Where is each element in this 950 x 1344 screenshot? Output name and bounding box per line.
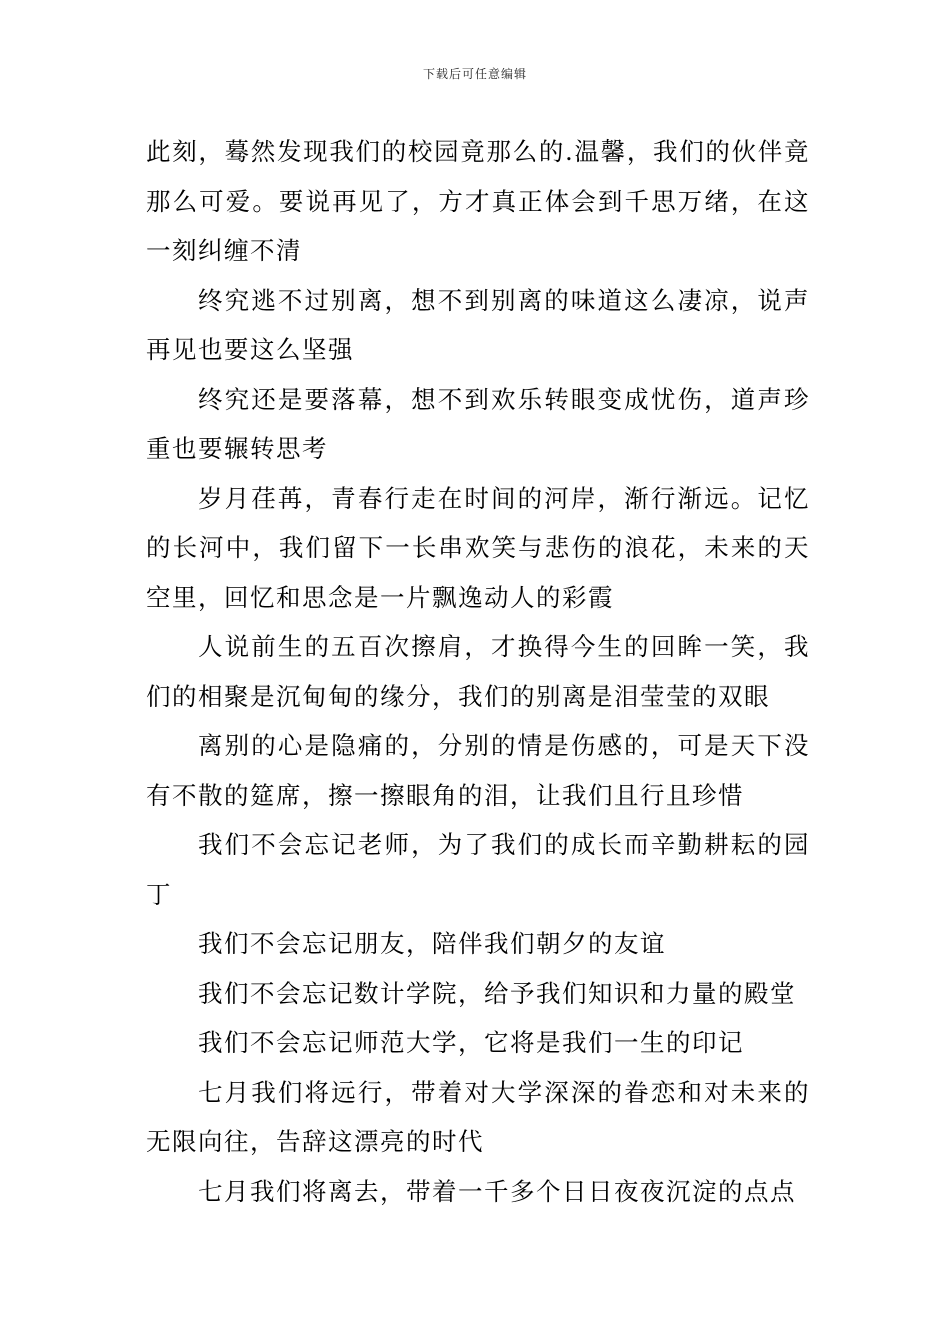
page-header: 下载后可任意编辑: [422, 67, 527, 81]
paragraph: 七月我们将远行，带着对大学深深的眷恋和对未来的无限向往，告辞这漂亮的时代: [146, 1077, 810, 1156]
paragraph: 岁月荏苒，青春行走在时间的河岸，渐行渐远。记忆的长河中，我们留下一长串欢笑与悲伤的浪花，未来的天空里，回忆和思念是一片飘逸动人的彩霞: [146, 483, 810, 612]
document-body: [146, 127, 810, 1216]
paragraph: 人说前生的五百次擦肩，才换得今生的回眸一笑，我们的相聚是沉甸甸的缘分，我们的别离是泪莹莹的双眼: [146, 632, 810, 711]
paragraph: 七月我们将离去，带着一千多个日日夜夜沉淀的点点: [198, 1176, 796, 1206]
paragraph: 终究逃不过别离，想不到别离的味道这么凄凉，说声再见也要这么坚强: [146, 285, 810, 364]
paragraph: 终究还是要落幕，想不到欢乐转眼变成忧伤，道声珍重也要辗转思考: [146, 384, 810, 463]
paragraph: 离别的心是隐痛的，分别的情是伤感的，可是天下没有不散的筵席，擦一擦眼角的泪，让我们且行且珍惜: [146, 731, 810, 810]
paragraph: 我们不会忘记老师，为了我们的成长而辛勤耕耘的园丁: [146, 830, 810, 909]
paragraph: 我们不会忘记朋友，陪伴我们朝夕的友谊: [198, 929, 666, 958]
paragraph: 我们不会忘记师范大学，它将是我们一生的印记: [198, 1028, 744, 1057]
paragraph: 此刻，蓦然发现我们的校园竟那么的.温馨，我们的伙伴竟那么可爱。要说再见了，方才真正体会到千思万绪，在这一刻纠缠不清: [146, 137, 810, 265]
paragraph: 我们不会忘记数计学院，给予我们知识和力量的殿堂: [198, 978, 796, 1008]
